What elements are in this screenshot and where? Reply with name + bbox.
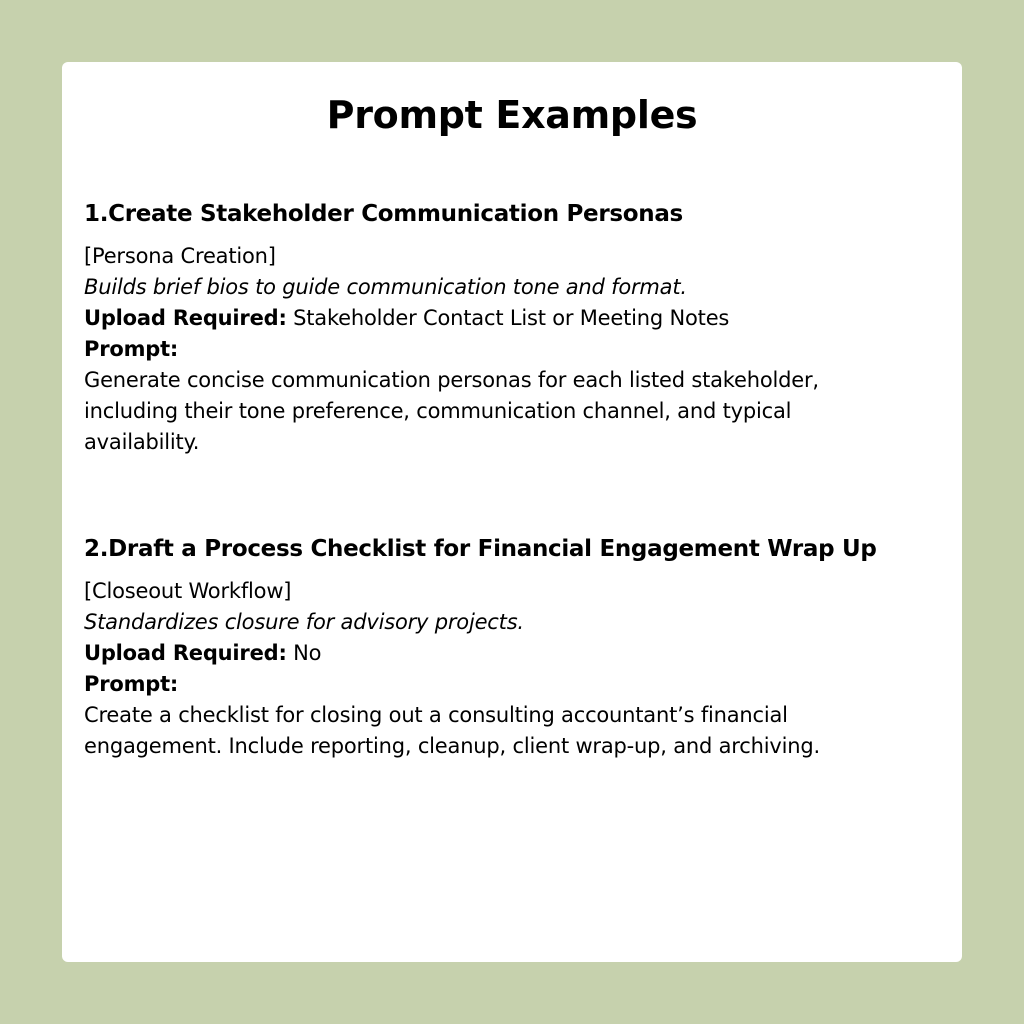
example-title: 1.Create Stakeholder Communication Personas <box>84 201 683 227</box>
example-tag: [Closeout Workflow] <box>84 579 292 603</box>
prompt-text-line: including their tone preference, communication channel, and typical <box>84 399 792 423</box>
prompt-text-line: Generate concise communication personas for each listed stakeholder, <box>84 368 819 392</box>
upload-required-value: Stakeholder Contact List or Meeting Notes <box>286 306 730 330</box>
upload-required-value: No <box>286 641 322 665</box>
example-section-1 <box>84 197 944 458</box>
example-description: Standardizes closure for advisory projects. <box>84 610 524 634</box>
example-tag: [Persona Creation] <box>84 244 276 268</box>
page-title: Prompt Examples <box>326 93 698 137</box>
upload-required-label: Upload Required: <box>84 306 287 330</box>
prompt-text-line: availability. <box>84 430 200 454</box>
example-section-2 <box>84 532 944 762</box>
example-title: 2.Draft a Process Checklist for Financial Engagement Wrap Up <box>84 536 877 562</box>
prompt-text-line: engagement. Include reporting, cleanup, client wrap-up, and archiving. <box>84 734 820 758</box>
upload-required-line <box>84 303 944 334</box>
prompt-label: Prompt: <box>84 337 179 361</box>
prompt-text-line: Create a checklist for closing out a consulting accountant’s financial <box>84 703 788 727</box>
upload-required-label: Upload Required: <box>84 641 287 665</box>
prompt-label: Prompt: <box>84 672 179 696</box>
upload-required-line <box>84 638 944 669</box>
example-description: Builds brief bios to guide communication tone and format. <box>84 275 687 299</box>
